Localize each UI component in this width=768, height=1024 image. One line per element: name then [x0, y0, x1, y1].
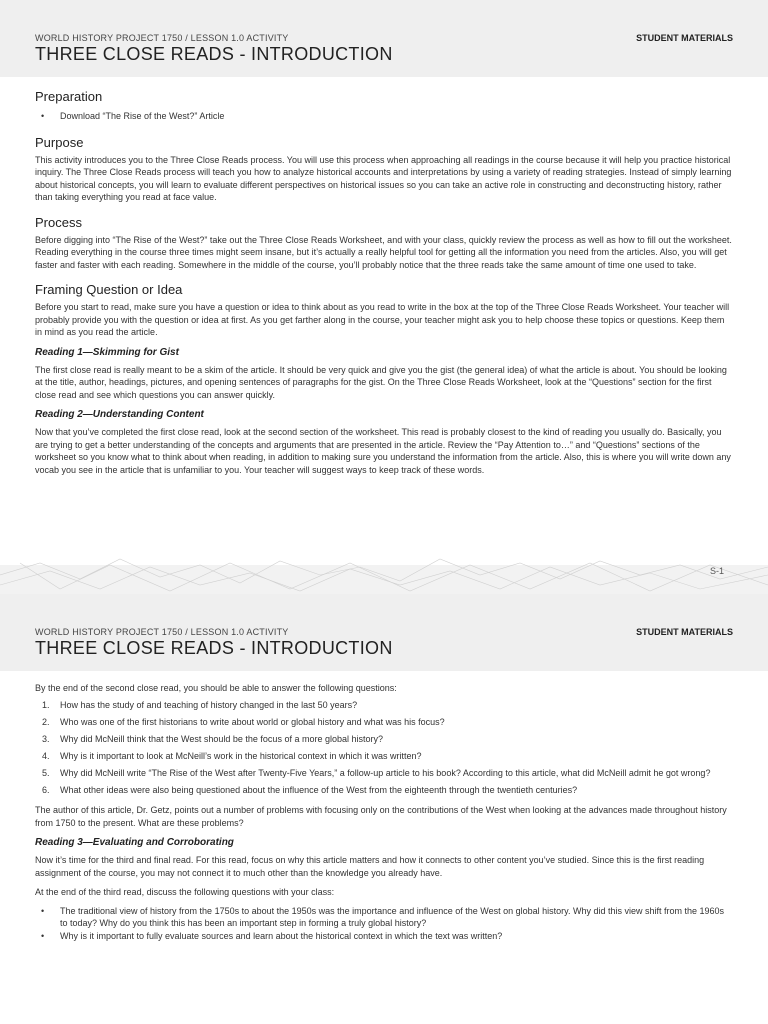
- question-text: What other ideas were also being questioned about the influence of the West from the eighteenth through the twentieth centuries?: [60, 784, 578, 795]
- reading-2-paragraph: Now that you’ve completed the first close read, look at the second section of the worksheet. This read is probably closest to the kind of reading you usually do. Basically, you are trying to get a better understanding of the concepts and arguments that are presented in the article. Review the “Pay Attention to…” and “Questions” sections of the worksheet so you know what to think about when reading, in addition to making sure you understand the information from the article. Also, this is where you will write down any vocab you see in the article that is unfamiliar to you. Your teacher will suggest ways to keep track of these words.: [35, 427, 731, 475]
- list-item: [35, 750, 733, 763]
- process-heading: Process: [35, 214, 82, 230]
- question-number: 6.: [42, 784, 50, 795]
- questions-list: [35, 699, 733, 797]
- question-text: Why did McNeill write “The Rise of the West after Twenty-Five Years,” a follow-up article to his book? According to this article, what did McNeill admit he got wrong?: [60, 767, 711, 778]
- list-item: [35, 699, 733, 712]
- question-number: 2.: [42, 716, 50, 727]
- discussion-intro: At the end of the third read, discuss the following questions with your class:: [35, 887, 335, 897]
- question-text: Why did McNeill think that the West should be the focus of a more global history?: [60, 733, 383, 744]
- question-text: How has the study of and teaching of history changed in the last 50 years?: [60, 699, 358, 710]
- framing-heading: Framing Question or Idea: [35, 282, 183, 297]
- reading-3-paragraph: Now it’s time for the third and final read. For this read, focus on why this article matters and how it connects to other content you’ve studied. Since this is the first reading assignment of the course, you may not connect it to much other than the knowledge you already have.: [35, 855, 705, 878]
- list-item: [35, 767, 733, 780]
- question-number: 4.: [42, 750, 50, 761]
- questions-intro: By the end of the second close read, you should be able to answer the following questions:: [35, 683, 397, 693]
- decorative-wave-footer: [0, 545, 768, 595]
- list-item: • Why is it important to fully evaluate sources and learn about the historical context in which the text was written?: [35, 930, 733, 943]
- question-number: 3.: [42, 733, 50, 744]
- student-materials-label: STUDENT MATERIALS: [636, 33, 733, 43]
- page-2: [0, 594, 768, 1024]
- list-item: [35, 784, 733, 797]
- question-number: 1.: [42, 699, 50, 710]
- page-header: [0, 0, 768, 77]
- page-header: [0, 594, 768, 671]
- process-paragraph: Before digging into “The Rise of the West?” take out the Three Close Reads Worksheet, and with your class, quickly review the process as well as how to fill out the worksheet. Reading everything in the course three times might seem insane, but it’s actually a really helpful tool for getting all the information you need from the articles. Also, you will get faster and faster with each reading. Somewhere in the middle of the course, you’ll probably notice that the three reads take the same amount of time one used to take.: [35, 234, 732, 270]
- lesson-kicker: WORLD HISTORY PROJECT 1750 / LESSON 1.0 ACTIVITY: [35, 627, 289, 637]
- preparation-list: [35, 110, 733, 123]
- discussion-list: [35, 905, 733, 943]
- list-item: • The traditional view of history from the 1750s to about the 1950s was the importance and influence of the West on global history. Why did this view shift from the 1960s to today? Why do you think this has been an important step in forming a truly global history?: [35, 905, 733, 930]
- page-1-content: [0, 89, 768, 476]
- author-paragraph: The author of this article, Dr. Getz, points out a number of problems with focusing only on the contributions of the West when looking at the advances made throughout history from 1750 to the present. What are these problems?: [35, 805, 727, 828]
- student-materials-label: STUDENT MATERIALS: [636, 627, 733, 637]
- page-number: S-1: [709, 566, 724, 576]
- reading-1-paragraph: The first close read is really meant to be a skim of the article. It should be very quick and give you the gist (the general idea) of what the article is about. You should be looking at the title, author, headings, pictures, and opening sentences of paragraphs for the gist. On the Three Close Reads Worksheet, look at the “Questions” section for the first close read and see which questions you can answer quickly.: [35, 364, 727, 400]
- page-title: THREE CLOSE READS - INTRODUCTION: [35, 638, 393, 658]
- framing-paragraph: Before you start to read, make sure you have a question or idea to think about as you read to write in the box at the top of the Three Close Reads Worksheet. Your teacher will probably provide you with the question or idea at first. As you get farther along in the course, your teacher might ask you to help choose these topics or questions. Keep them in mind as you read the article.: [35, 302, 730, 337]
- page-2-content: [0, 682, 768, 942]
- preparation-heading: Preparation: [35, 89, 103, 104]
- purpose-heading: Purpose: [35, 134, 84, 150]
- list-item: [35, 716, 733, 729]
- list-item: • Download “The Rise of the West?” Article: [35, 110, 733, 123]
- reading-2-heading: Reading 2—Understanding Content: [35, 409, 204, 420]
- purpose-paragraph: This activity introduces you to the Three Close Reads process. You will use this process when approaching all readings in the course because it will help you practice historical inquiry. The Three Close Reads process will teach you how to analyze historical accounts and interpretations by using a variety of reading strategies. Instead of simply learning about historical concepts, you will learn to evaluate different perspectives on historical issues so you can take an active role in constructing and deconstructing history, rather than taking everything you read at face value.: [35, 154, 732, 202]
- question-number: 5.: [42, 767, 50, 778]
- page-title: THREE CLOSE READS - INTRODUCTION: [35, 44, 393, 64]
- reading-3-heading: Reading 3—Evaluating and Corroborating: [35, 837, 234, 848]
- question-text: Why is it important to look at McNeill’s work in the historical context in which it was written?: [60, 750, 422, 761]
- list-item: [35, 733, 733, 746]
- question-text: Who was one of the first historians to write about world or global history and what was his focus?: [60, 716, 445, 727]
- lesson-kicker: WORLD HISTORY PROJECT 1750 / LESSON 1.0 ACTIVITY: [35, 33, 289, 43]
- reading-1-heading: Reading 1—Skimming for Gist: [35, 346, 179, 358]
